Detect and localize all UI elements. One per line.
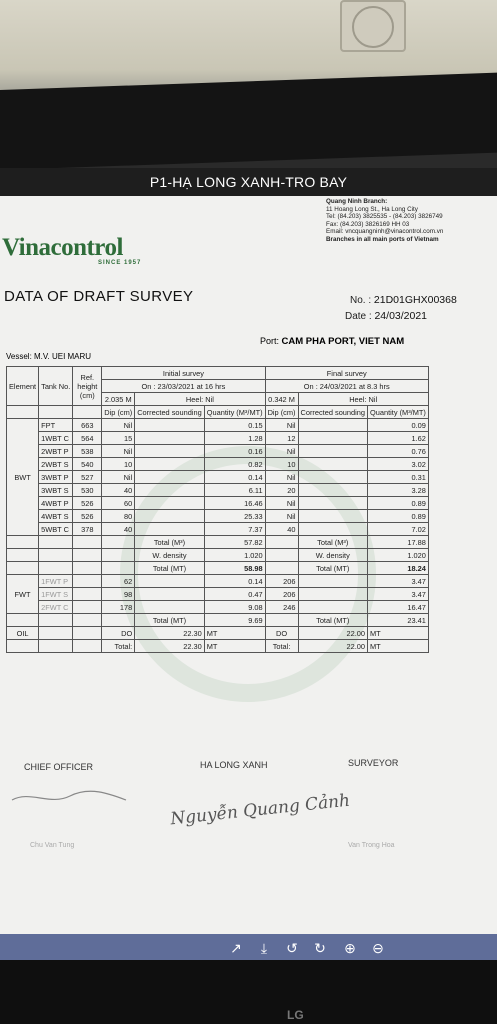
branch-line: Branches in all main ports of Vietnam — [326, 235, 439, 243]
empty-cell — [7, 640, 39, 653]
branch-line: Tel: (84.203) 3825535 - (84.203) 3826749 — [326, 213, 443, 221]
tank-no: 2WBT S — [39, 458, 73, 471]
initial-dip: Nil — [102, 419, 135, 432]
viewer-titlebar — [0, 168, 497, 198]
table-row — [7, 601, 429, 614]
initial-on: On : 23/03/2021 at 16 hrs — [102, 380, 265, 393]
final-dip: Nil — [265, 445, 298, 458]
initial-corrected — [135, 523, 205, 536]
ref-height — [73, 588, 102, 601]
final-corrected — [298, 471, 368, 484]
tank-no: 5WBT C — [39, 523, 73, 536]
initial-heel: Heel: Nil — [135, 393, 265, 406]
final-dip: Nil — [265, 497, 298, 510]
final-corrected — [298, 432, 368, 445]
zoom-out-icon[interactable]: ⊖ — [372, 940, 384, 956]
table-row — [7, 445, 429, 458]
final-quantity: 1.62 — [368, 432, 429, 445]
vessel-line: Vessel: M.V. UEI MARU — [6, 352, 92, 361]
empty-cell — [102, 562, 135, 575]
tank-no: 2WBT P — [39, 445, 73, 458]
empty-cell — [265, 614, 298, 627]
initial-quantity: 0.47 — [204, 588, 265, 601]
initial-corrected — [135, 458, 205, 471]
doc-date-label: Date : — [345, 311, 372, 322]
empty-cell — [265, 562, 298, 575]
table-row — [7, 458, 429, 471]
empty-cell — [39, 640, 73, 653]
initial-corrected — [135, 419, 205, 432]
final-quantity: 3.28 — [368, 484, 429, 497]
initial-dip: Nil — [102, 471, 135, 484]
initial-corrected — [135, 497, 205, 510]
chief-officer-name: Chu Van Tung — [30, 842, 75, 849]
final-quantity: 0.76 — [368, 445, 429, 458]
initial-corrected — [135, 575, 205, 588]
final-quantity: 0.89 — [368, 510, 429, 523]
initial-corrected — [135, 588, 205, 601]
initial-survey-title: Initial survey — [102, 367, 265, 380]
final-corrected — [298, 523, 368, 536]
empty-cell — [265, 536, 298, 549]
initial-quantity: 7.37 — [204, 523, 265, 536]
viewer-toolbar — [0, 934, 497, 962]
ref-height: 538 — [73, 445, 102, 458]
ref-height: 530 — [73, 484, 102, 497]
tank-no: 3WBT S — [39, 484, 73, 497]
initial-corrected — [135, 471, 205, 484]
empty-cell — [73, 562, 102, 575]
ha-long-xanh-label: HA LONG XANH — [200, 760, 268, 770]
initial-dip: 60 — [102, 497, 135, 510]
surveyor-name: Van Trong Hoa — [348, 842, 395, 849]
fwt-total-label: Total (MT) — [135, 614, 205, 627]
document-view[interactable] — [0, 196, 497, 934]
final-quantity: 0.31 — [368, 471, 429, 484]
empty-cell — [73, 406, 102, 419]
empty-cell — [73, 549, 102, 562]
final-dip: Nil — [265, 419, 298, 432]
branch-info — [326, 198, 443, 244]
doc-number — [350, 294, 457, 306]
initial-quantity: 9.08 — [204, 601, 265, 614]
survey-table — [6, 366, 429, 653]
initial-dip: 80 — [102, 510, 135, 523]
empty-cell — [7, 614, 39, 627]
tank-no: FPT — [39, 419, 73, 432]
tank-no: 2FWT C — [39, 601, 73, 614]
final-quantity: 3.47 — [368, 588, 429, 601]
hdr-corrected: Corrected sounding — [298, 406, 368, 419]
tank-no: 3WBT P — [39, 471, 73, 484]
empty-cell — [39, 627, 73, 640]
vinacontrol-logo: Vinacontrol — [2, 234, 123, 261]
final-dip: 246 — [265, 601, 298, 614]
table-row — [7, 523, 429, 536]
initial-dip: 62 — [102, 575, 135, 588]
final-corrected — [298, 497, 368, 510]
table-row — [7, 510, 429, 523]
final-quantity: 0.89 — [368, 497, 429, 510]
final-survey-title: Final survey — [265, 367, 428, 380]
table-row — [7, 575, 429, 588]
bwt-total-m3-label: Total (M³) — [298, 536, 368, 549]
final-dip: 206 — [265, 575, 298, 588]
initial-corrected — [135, 484, 205, 497]
empty-cell — [39, 549, 73, 562]
monitor-bezel-top — [0, 73, 497, 170]
fwt-total-label: Total (MT) — [298, 614, 368, 627]
oil-unit: MT — [204, 627, 265, 640]
branch-line: Fax: (84.203) 3826169 HH 03 — [326, 220, 410, 228]
w-density-label: W. density — [298, 549, 368, 562]
empty-cell — [7, 549, 39, 562]
initial-dip: Nil — [102, 445, 135, 458]
bwt-initial-total-m3: 57.82 — [204, 536, 265, 549]
oil-unit: MT — [368, 640, 429, 653]
chief-officer-signature — [10, 786, 130, 810]
empty-cell — [265, 549, 298, 562]
final-corrected — [298, 458, 368, 471]
table-row — [7, 497, 429, 510]
rotate-right-icon[interactable]: ↻ — [314, 940, 326, 956]
port-value: CAM PHA PORT, VIET NAM — [281, 336, 405, 347]
tank-no: 4WBT P — [39, 497, 73, 510]
initial-dip: 40 — [102, 484, 135, 497]
initial-trim: 2.035 M — [102, 393, 135, 406]
bwt-final-total-m3: 17.88 — [368, 536, 429, 549]
logo-since: SINCE 1957 — [98, 260, 142, 266]
table-row — [7, 419, 429, 432]
tank-no: 1FWT S — [39, 588, 73, 601]
port-line — [260, 336, 404, 347]
final-dip: Nil — [265, 471, 298, 484]
ref-height: 564 — [73, 432, 102, 445]
bwt-total-mt-label: Total (MT) — [135, 562, 205, 575]
wall-fan — [340, 0, 406, 52]
empty-cell — [73, 614, 102, 627]
ref-height — [73, 601, 102, 614]
initial-quantity: 0.14 — [204, 471, 265, 484]
empty-cell — [39, 614, 73, 627]
empty-cell — [102, 549, 135, 562]
final-quantity: 3.02 — [368, 458, 429, 471]
initial-quantity: 0.15 — [204, 419, 265, 432]
final-dip: 10 — [265, 458, 298, 471]
empty-cell — [39, 562, 73, 575]
empty-cell — [73, 536, 102, 549]
empty-cell — [39, 406, 73, 419]
final-corrected — [298, 588, 368, 601]
ha-long-signature: Nguyễn Quang Cảnh — [169, 790, 351, 830]
final-quantity: 0.09 — [368, 419, 429, 432]
table-row — [7, 484, 429, 497]
initial-corrected — [135, 445, 205, 458]
tank-no: 1FWT P — [39, 575, 73, 588]
initial-quantity: 0.82 — [204, 458, 265, 471]
col-tank: Tank No. — [39, 367, 73, 406]
final-quantity: 3.47 — [368, 575, 429, 588]
port-label: Port: — [260, 336, 280, 346]
hdr-quantity: Quantity (M³/MT) — [368, 406, 429, 419]
final-trim: 0.342 M — [265, 393, 298, 406]
fwt-label: FWT — [7, 575, 39, 614]
initial-quantity: 0.14 — [204, 575, 265, 588]
final-corrected — [298, 445, 368, 458]
initial-dip: 10 — [102, 458, 135, 471]
final-on: On : 24/03/2021 at 8.3 hrs — [265, 380, 428, 393]
ref-height: 378 — [73, 523, 102, 536]
rotate-left-icon[interactable]: ↺ — [286, 940, 298, 956]
oil-do-label: DO — [265, 627, 298, 640]
initial-quantity: 0.16 — [204, 445, 265, 458]
initial-dip: 40 — [102, 523, 135, 536]
final-heel: Heel: Nil — [298, 393, 428, 406]
fwt-initial-total: 9.69 — [204, 614, 265, 627]
chief-officer-label: CHIEF OFFICER — [24, 762, 93, 772]
table-row — [7, 588, 429, 601]
final-dip: 20 — [265, 484, 298, 497]
initial-dip: 15 — [102, 432, 135, 445]
initial-quantity: 1.28 — [204, 432, 265, 445]
doc-date-value: 24/03/2021 — [374, 310, 428, 322]
download-icon[interactable]: ⤓ — [260, 940, 268, 956]
oil-unit: MT — [368, 627, 429, 640]
initial-quantity: 25.33 — [204, 510, 265, 523]
col-ref: Ref. height (cm) — [73, 367, 102, 406]
empty-cell — [73, 640, 102, 653]
empty-cell — [39, 536, 73, 549]
ref-height: 540 — [73, 458, 102, 471]
hdr-corrected: Corrected sounding — [135, 406, 205, 419]
bwt-total-m3-label: Total (M³) — [135, 536, 205, 549]
ref-height — [73, 575, 102, 588]
bwt-final-total-mt: 18.24 — [368, 562, 429, 575]
ref-height: 527 — [73, 471, 102, 484]
branch-line: Quang Ninh Branch: — [326, 198, 388, 205]
final-dip: Nil — [265, 510, 298, 523]
initial-corrected — [135, 601, 205, 614]
ref-height: 526 — [73, 510, 102, 523]
initial-quantity: 16.46 — [204, 497, 265, 510]
ref-height: 663 — [73, 419, 102, 432]
tank-no: 1WBT C — [39, 432, 73, 445]
col-element: Element — [7, 367, 39, 406]
final-dip: 12 — [265, 432, 298, 445]
bwt-initial-density: 1.020 — [204, 549, 265, 562]
hdr-dip: Dip (cm) — [102, 406, 135, 419]
final-quantity: 7.02 — [368, 523, 429, 536]
oil-final-total: 22.00 — [298, 640, 368, 653]
doc-date — [345, 310, 427, 322]
oil-label: OIL — [7, 627, 39, 640]
hdr-quantity: Quantity (M³/MT) — [204, 406, 265, 419]
document-title: DATA OF DRAFT SURVEY — [4, 288, 194, 305]
final-quantity: 16.47 — [368, 601, 429, 614]
bwt-initial-total-mt: 58.98 — [204, 562, 265, 575]
initial-dip: 178 — [102, 601, 135, 614]
oil-do-label: DO — [102, 627, 135, 640]
empty-cell — [102, 536, 135, 549]
window-title: P1-HẠ LONG XANH-TRO BAY — [149, 174, 348, 190]
oil-final-do: 22.00 — [298, 627, 368, 640]
empty-cell — [73, 627, 102, 640]
oil-initial-total: 22.30 — [135, 640, 205, 653]
tank-no: 4WBT S — [39, 510, 73, 523]
hdr-dip: Dip (cm) — [265, 406, 298, 419]
oil-total-label: Total: — [265, 640, 298, 653]
final-corrected — [298, 601, 368, 614]
empty-cell — [7, 562, 39, 575]
bwt-final-density: 1.020 — [368, 549, 429, 562]
oil-initial-do: 22.30 — [135, 627, 205, 640]
oil-total-label: Total: — [102, 640, 135, 653]
initial-dip: 98 — [102, 588, 135, 601]
empty-cell — [7, 536, 39, 549]
table-row — [7, 471, 429, 484]
doc-number-value: 21D01GHX00368 — [373, 294, 457, 306]
fan-grill — [352, 6, 394, 48]
branch-line: Email: vncquangninh@vinacontrol.com.vn — [326, 228, 444, 236]
final-dip: 206 — [265, 588, 298, 601]
oil-unit: MT — [204, 640, 265, 653]
final-corrected — [298, 484, 368, 497]
monitor-bezel-bottom — [0, 960, 497, 1024]
surveyor-label: SURVEYOR — [348, 758, 399, 768]
final-dip: 40 — [265, 523, 298, 536]
bwt-label: BWT — [7, 419, 39, 536]
ref-height: 526 — [73, 497, 102, 510]
final-corrected — [298, 419, 368, 432]
table-row — [7, 432, 429, 445]
initial-corrected — [135, 432, 205, 445]
monitor-brand: LG — [287, 1008, 304, 1022]
final-corrected — [298, 510, 368, 523]
w-density-label: W. density — [135, 549, 205, 562]
empty-cell — [7, 406, 39, 419]
fwt-final-total: 23.41 — [368, 614, 429, 627]
zoom-in-icon[interactable]: ⊕ — [344, 940, 356, 956]
share-icon[interactable]: ↗ — [230, 940, 242, 956]
branch-line: 11 Hoang Long St., Ha Long City — [326, 205, 418, 213]
empty-cell — [102, 614, 135, 627]
initial-quantity: 6.11 — [204, 484, 265, 497]
doc-number-label: No. : — [350, 295, 372, 306]
initial-corrected — [135, 510, 205, 523]
final-corrected — [298, 575, 368, 588]
bwt-total-mt-label: Total (MT) — [298, 562, 368, 575]
